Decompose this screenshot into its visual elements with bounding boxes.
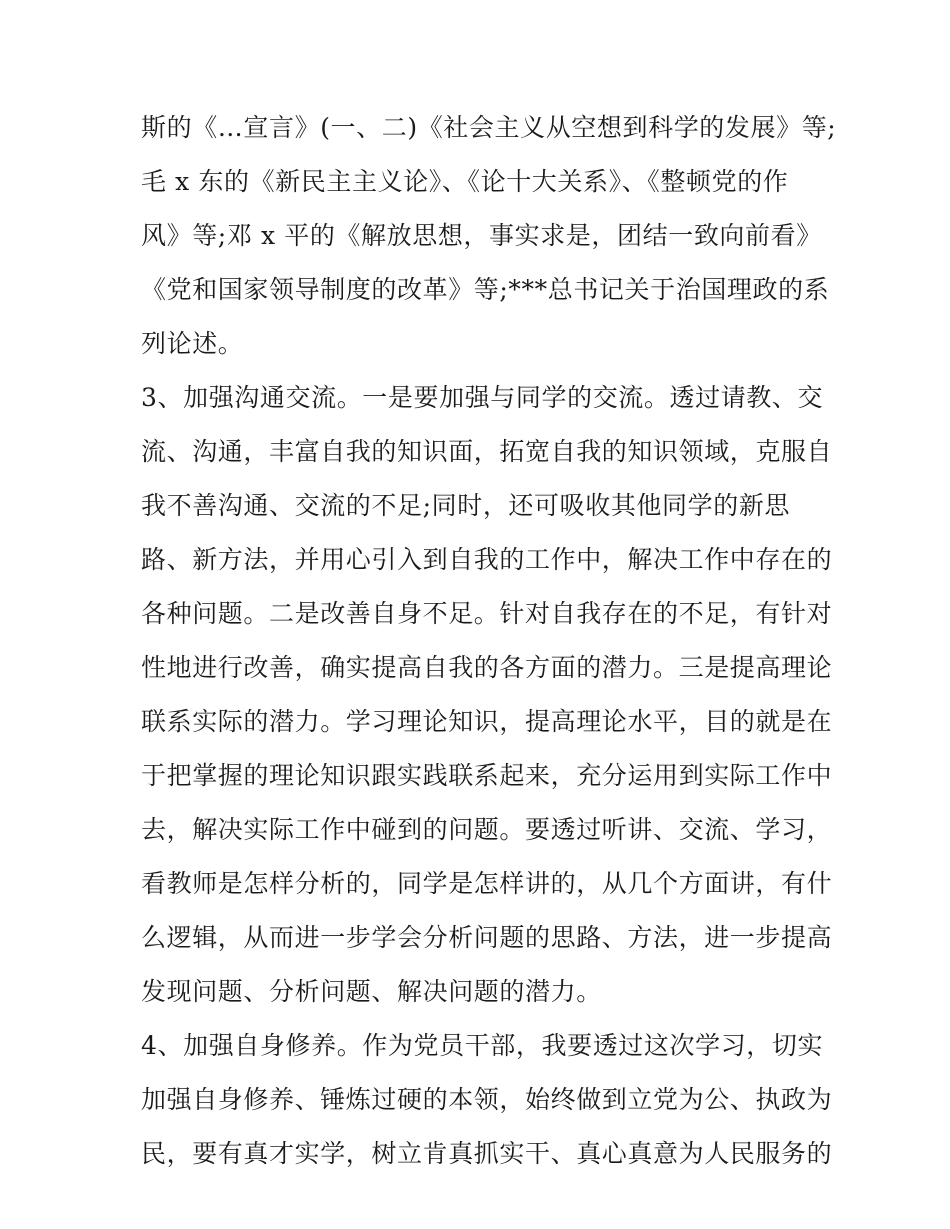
text-line: 于把掌握的理论知识跟实践联系起来，充分运用到实际工作中 [141,761,833,790]
text-line: 斯的《…宣言》(一、二)《社会主义从空想到科学的发展》等; [141,113,837,142]
text-line: 去，解决实际工作中碰到的问题。要透过听讲、交流、学习， [141,815,833,844]
text-line: 么逻辑，从而进一步学会分析问题的思路、方法，进一步提高 [141,923,833,952]
text-line: 《党和国家领导制度的改革》等;***总书记关于治国理政的系 [141,275,830,304]
text-line: 路、新方法，并用心引入到自我的工作中，解决工作中存在的 [141,545,833,574]
text-line: 联系实际的潜力。学习理论知识，提高理论水平，目的就是在 [141,707,833,736]
text-line: 流、沟通，丰富自我的知识面，拓宽自我的知识领域，克服自 [141,437,833,466]
text-line: 列论述。 [141,329,244,358]
text-line: 我不善沟通、交流的不足;同时，还可吸收其他同学的新思 [141,491,791,520]
text-line: 3、加强沟通交流。一是要加强与同学的交流。透过请教、交 [141,383,824,412]
text-line: 加强自身修养、锤炼过硬的本领，始终做到立党为公、执政为 [141,1085,833,1114]
text-line: 发现问题、分析问题、解决问题的潜力。 [141,977,602,1006]
text-line: 4、加强自身修养。作为党员干部，我要透过这次学习，切实 [141,1031,824,1060]
text-line: 风》等;邓 x 平的《解放思想，事实求是，团结一致向前看》 [141,221,822,250]
text-line: 民，要有真才实学，树立肯真抓实干、真心真意为人民服务的 [141,1139,833,1168]
text-line: 性地进行改善，确实提高自我的各方面的潜力。三是提高理论 [141,653,833,682]
text-line: 看教师是怎样分析的，同学是怎样讲的，从几个方面讲，有什 [141,869,833,898]
text-line: 毛 x 东的《新民主主义论》、《论十大关系》、《整顿党的作 [141,167,789,196]
text-line: 各种问题。二是改善自身不足。针对自我存在的不足，有针对 [141,599,833,628]
